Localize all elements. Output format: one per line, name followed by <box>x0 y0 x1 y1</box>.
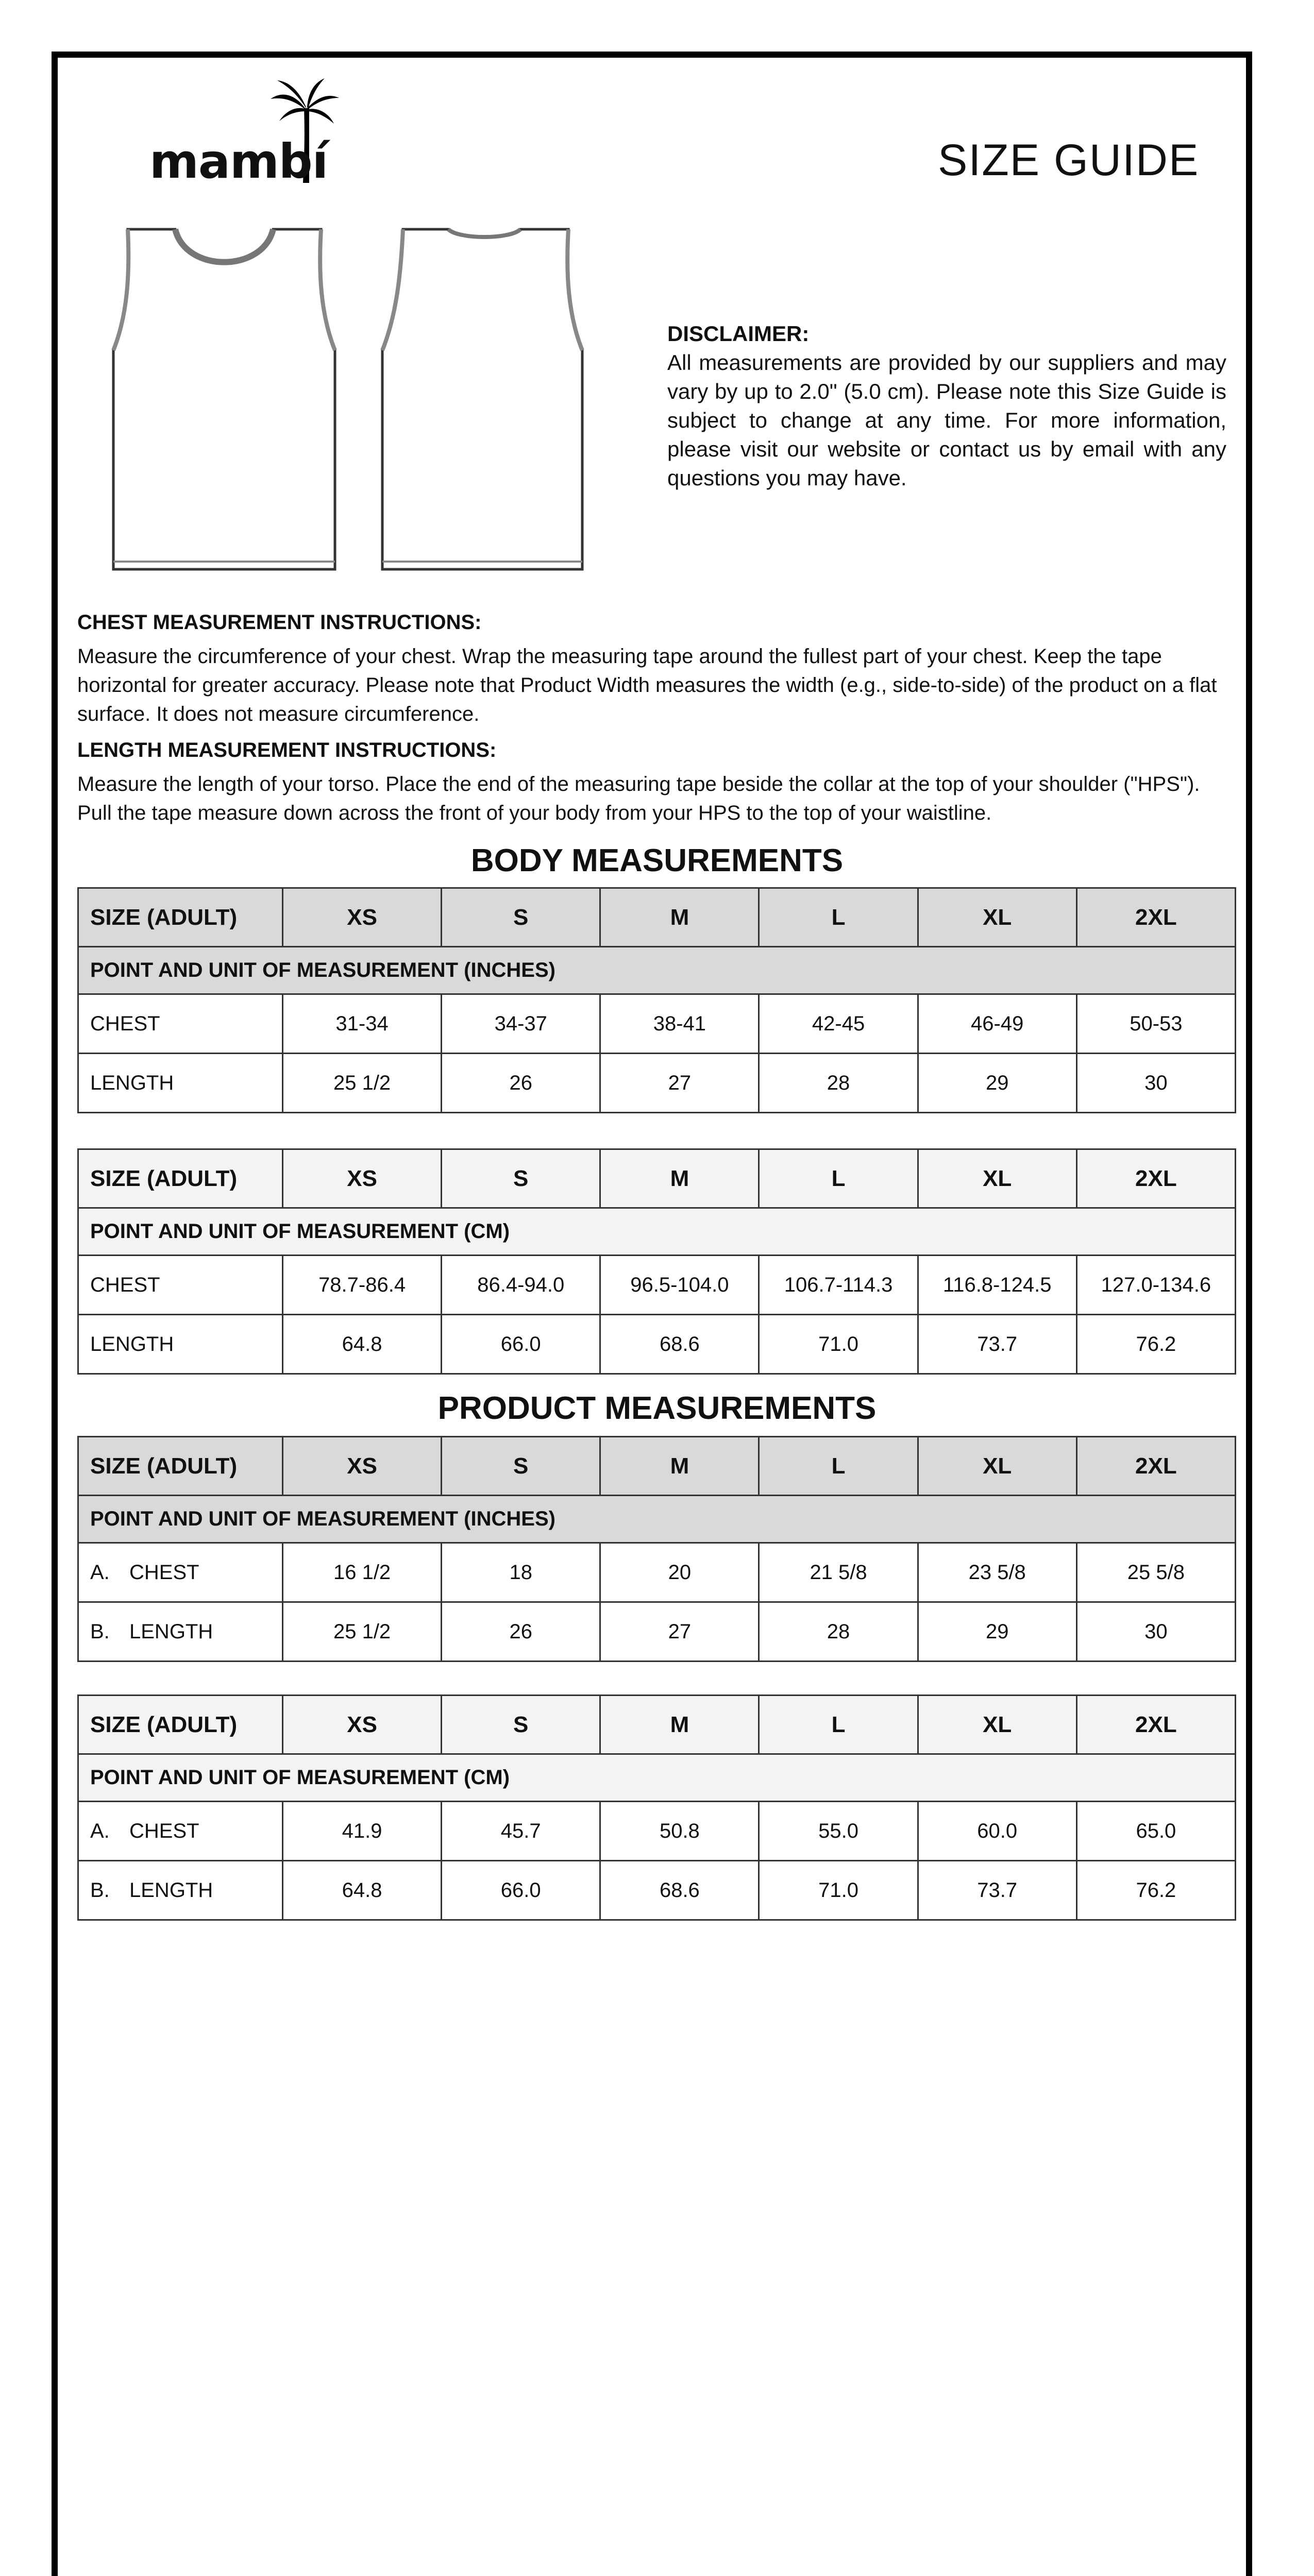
table-row <box>78 1256 1236 1315</box>
value-cell: 38-41 <box>600 994 759 1054</box>
chest-instructions-text: Measure the circumference of your chest. Wrap the measuring tape around the fullest part of your chest. Keep the tape horizontal for greater accuracy. Please note that Product Width measures the width (e.g., side-to-side) of the product on a flat surface. It does not measure circumference. <box>77 645 1217 725</box>
row-label-cell <box>78 994 283 1054</box>
size-header-cell: S <box>442 888 600 947</box>
row-label: LENGTH <box>90 1332 174 1355</box>
row-prefix: B. <box>90 1878 110 1902</box>
table-row <box>78 1315 1236 1374</box>
size-header-cell: L <box>759 1149 918 1208</box>
product-cm-table <box>77 1694 1236 1921</box>
value-cell: 96.5-104.0 <box>600 1256 759 1315</box>
value-cell: 45.7 <box>442 1802 600 1861</box>
row-label: CHEST <box>90 1012 160 1035</box>
size-header-cell: S <box>442 1149 600 1208</box>
table-row <box>78 1802 1236 1861</box>
value-cell: 116.8-124.5 <box>918 1256 1076 1315</box>
row-label-cell <box>78 1602 283 1662</box>
row-label: CHEST <box>129 1561 199 1584</box>
brand-wordmark: mambí <box>149 134 328 189</box>
product-measurements-title: PRODUCT MEASUREMENTS <box>437 1391 877 1426</box>
disclaimer-heading: DISCLAIMER: <box>667 321 810 346</box>
size-header-row <box>78 1696 1236 1754</box>
disclaimer-block <box>667 319 1226 493</box>
value-cell: 68.6 <box>600 1315 759 1374</box>
size-header-row <box>78 888 1236 947</box>
value-cell: 73.7 <box>918 1315 1076 1374</box>
value-cell: 42-45 <box>759 994 918 1054</box>
value-cell: 64.8 <box>283 1315 442 1374</box>
value-cell: 23 5/8 <box>918 1543 1076 1602</box>
value-cell: 26 <box>442 1602 600 1662</box>
value-cell: 73.7 <box>918 1861 1076 1920</box>
value-cell: 66.0 <box>442 1861 600 1920</box>
value-cell: 60.0 <box>918 1802 1076 1861</box>
length-instructions <box>77 736 1237 827</box>
product-inches-table <box>77 1436 1236 1662</box>
value-cell: 20 <box>600 1543 759 1602</box>
value-cell: 27 <box>600 1602 759 1662</box>
row-label-cell <box>78 1315 283 1374</box>
value-cell: 31-34 <box>283 994 442 1054</box>
unit-row <box>78 947 1236 994</box>
row-prefix: A. <box>90 1561 110 1584</box>
chest-instructions-heading: CHEST MEASUREMENT INSTRUCTIONS: <box>77 611 482 634</box>
unit-row <box>78 1208 1236 1256</box>
value-cell: 64.8 <box>283 1861 442 1920</box>
size-header-cell: M <box>600 1437 759 1496</box>
tank-top-illustration <box>108 216 624 577</box>
value-cell: 21 5/8 <box>759 1543 918 1602</box>
value-cell: 34-37 <box>442 994 600 1054</box>
value-cell: 68.6 <box>600 1861 759 1920</box>
row-label-cell <box>78 1054 283 1113</box>
size-header-cell: M <box>600 1696 759 1754</box>
size-header-cell: M <box>600 888 759 947</box>
value-cell: 29 <box>918 1602 1076 1662</box>
row-label-cell <box>78 1543 283 1602</box>
value-cell: 29 <box>918 1054 1076 1113</box>
tank-back-drawing <box>382 229 582 569</box>
value-cell: 71.0 <box>759 1315 918 1374</box>
row-label-cell <box>78 1861 283 1920</box>
value-cell: 30 <box>1076 1054 1235 1113</box>
size-header-cell: L <box>759 888 918 947</box>
value-cell: 106.7-114.3 <box>759 1256 918 1315</box>
table-row <box>78 994 1236 1054</box>
value-cell: 76.2 <box>1076 1315 1235 1374</box>
size-header-cell: XL <box>918 1437 1076 1496</box>
size-header-cell: 2XL <box>1076 1696 1235 1754</box>
size-header-cell: S <box>442 1696 600 1754</box>
size-header-cell: XS <box>283 888 442 947</box>
row-label-cell <box>78 1802 283 1861</box>
row-label: LENGTH <box>129 1878 213 1902</box>
size-header-cell: S <box>442 1437 600 1496</box>
table-row <box>78 1602 1236 1662</box>
value-cell: 41.9 <box>283 1802 442 1861</box>
size-header-label: SIZE (ADULT) <box>78 1149 283 1208</box>
length-instructions-heading: LENGTH MEASUREMENT INSTRUCTIONS: <box>77 739 497 761</box>
size-header-cell: XL <box>918 1696 1076 1754</box>
size-header-cell: L <box>759 1437 918 1496</box>
value-cell: 50.8 <box>600 1802 759 1861</box>
value-cell: 28 <box>759 1054 918 1113</box>
row-prefix: A. <box>90 1819 110 1842</box>
size-header-row <box>78 1437 1236 1496</box>
size-header-cell: 2XL <box>1076 1437 1235 1496</box>
size-header-cell: XL <box>918 888 1076 947</box>
value-cell: 127.0-134.6 <box>1076 1256 1235 1315</box>
row-label-cell <box>78 1256 283 1315</box>
value-cell: 86.4-94.0 <box>442 1256 600 1315</box>
value-cell: 26 <box>442 1054 600 1113</box>
table-row <box>78 1543 1236 1602</box>
size-header-cell: XS <box>283 1696 442 1754</box>
row-prefix: B. <box>90 1620 110 1643</box>
row-label: LENGTH <box>129 1620 213 1643</box>
unit-label: POINT AND UNIT OF MEASUREMENT (CM) <box>78 1208 1236 1256</box>
length-instructions-text: Measure the length of your torso. Place the end of the measuring tape beside the collar at the top of your shoulder ("HPS"). Pull the tape measure down across the front of your body from your HPS to the top of your waistline. <box>77 773 1200 824</box>
size-header-label: SIZE (ADULT) <box>78 1696 283 1754</box>
size-header-cell: XS <box>283 1149 442 1208</box>
chest-instructions <box>77 608 1237 728</box>
size-header-label: SIZE (ADULT) <box>78 888 283 947</box>
value-cell: 27 <box>600 1054 759 1113</box>
table-row <box>78 1861 1236 1920</box>
size-header-cell: XS <box>283 1437 442 1496</box>
tank-front-drawing <box>113 229 335 569</box>
value-cell: 25 1/2 <box>283 1054 442 1113</box>
size-header-cell: M <box>600 1149 759 1208</box>
value-cell: 65.0 <box>1076 1802 1235 1861</box>
value-cell: 71.0 <box>759 1861 918 1920</box>
size-header-label: SIZE (ADULT) <box>78 1437 283 1496</box>
value-cell: 25 5/8 <box>1076 1543 1235 1602</box>
size-header-cell: 2XL <box>1076 1149 1235 1208</box>
value-cell: 50-53 <box>1076 994 1235 1054</box>
body-inches-table <box>77 887 1236 1113</box>
table-row <box>78 1054 1236 1113</box>
unit-row <box>78 1496 1236 1543</box>
row-label: LENGTH <box>90 1071 174 1094</box>
value-cell: 16 1/2 <box>283 1543 442 1602</box>
disclaimer-text: All measurements are provided by our suppliers and may vary by up to 2.0" (5.0 cm). Please note this Size Guide is subject to change at any time. For more information, please visit our website or contact us by email with any questions you may have. <box>667 350 1226 490</box>
value-cell: 46-49 <box>918 994 1076 1054</box>
unit-row <box>78 1754 1236 1802</box>
body-cm-table <box>77 1148 1236 1375</box>
unit-label: POINT AND UNIT OF MEASUREMENT (INCHES) <box>78 1496 1236 1543</box>
page-title: SIZE GUIDE <box>938 135 1200 185</box>
brand-logo <box>149 77 366 196</box>
size-header-row <box>78 1149 1236 1208</box>
row-label: CHEST <box>90 1273 160 1296</box>
body-measurements-title: BODY MEASUREMENTS <box>470 843 844 878</box>
value-cell: 55.0 <box>759 1802 918 1861</box>
size-header-cell: 2XL <box>1076 888 1235 947</box>
row-label: CHEST <box>129 1819 199 1842</box>
size-header-cell: XL <box>918 1149 1076 1208</box>
value-cell: 30 <box>1076 1602 1235 1662</box>
value-cell: 28 <box>759 1602 918 1662</box>
value-cell: 25 1/2 <box>283 1602 442 1662</box>
value-cell: 18 <box>442 1543 600 1602</box>
unit-label: POINT AND UNIT OF MEASUREMENT (INCHES) <box>78 947 1236 994</box>
value-cell: 66.0 <box>442 1315 600 1374</box>
unit-label: POINT AND UNIT OF MEASUREMENT (CM) <box>78 1754 1236 1802</box>
value-cell: 78.7-86.4 <box>283 1256 442 1315</box>
value-cell: 76.2 <box>1076 1861 1235 1920</box>
size-header-cell: L <box>759 1696 918 1754</box>
